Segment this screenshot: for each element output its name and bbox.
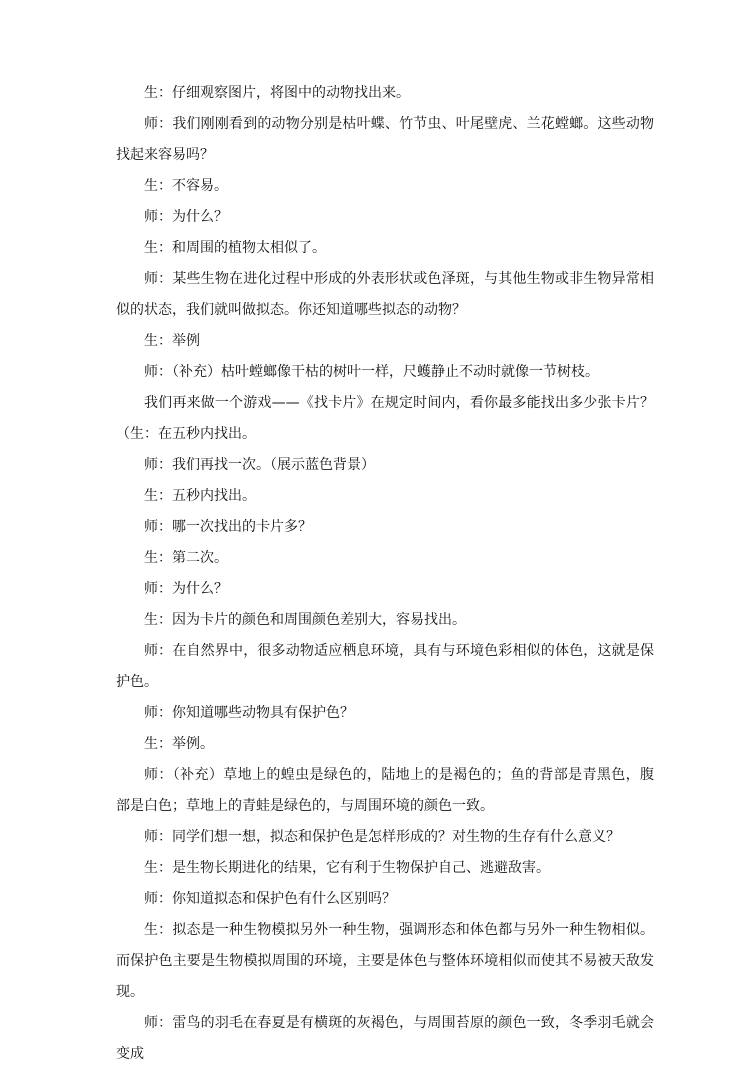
paragraph-11: 生：五秒内找出。: [144, 488, 256, 504]
paragraph-1: 生：仔细观察图片，将图中的动物找出来。: [144, 85, 410, 101]
paragraph-22: 师：你知道拟态和保护色有什么区别吗？: [144, 891, 396, 907]
paragraph-5: 生：和周围的植物太相似了。: [144, 240, 326, 256]
paragraph-3: 生：不容易。: [144, 178, 228, 194]
paragraph-7: 生：举例: [144, 333, 200, 349]
paragraph-14: 师：为什么？: [144, 581, 228, 597]
paragraph-24: 师：雷鸟的羽毛在春夏是有横斑的灰褐色，与周围苔原的颜色一致，冬季羽毛就会变成: [116, 1015, 654, 1062]
paragraph-4: 师：为什么？: [144, 209, 228, 225]
paragraph-20: 师：同学们想一想，拟态和保护色是怎样形成的？对生物的生存有什么意义？: [144, 829, 620, 845]
document-body: [116, 78, 654, 1070]
paragraph-17: 师：你知道哪些动物具有保护色？: [144, 705, 354, 721]
paragraph-15: 生：因为卡片的颜色和周围颜色差别大，容易找出。: [144, 612, 466, 628]
paragraph-16: 师：在自然界中，很多动物适应栖息环境，具有与环境色彩相似的体色，这就是保护色。: [116, 643, 654, 690]
paragraph-12: 师：哪一次找出的卡片多？: [144, 519, 312, 535]
paragraph-2: 师：我们刚刚看到的动物分别是枯叶蝶、竹节虫、叶尾壁虎、兰花螳螂。这些动物找起来容易吗？: [116, 116, 654, 163]
paragraph-6: 师：某些生物在进化过程中形成的外表形状或色泽斑，与其他生物或非生物异常相似的状态，我们就叫做拟态。你还知道哪些拟态的动物？: [116, 271, 654, 318]
paragraph-19: 师：（补充）草地上的蝗虫是绿色的，陆地上的是褐色的；鱼的背部是青黑色，腹部是白色；草地上的青蛙是绿色的，与周围环境的颜色一致。: [116, 767, 654, 814]
paragraph-18: 生：举例。: [144, 736, 214, 752]
paragraph-10: 师：我们再找一次。（展示蓝色背景）: [144, 457, 375, 473]
paragraph-23: 生：拟态是一种生物模拟另外一种生物，强调形态和体色都与另外一种生物相似。而保护色主要是生物模拟周围的环境，主要是体色与整体环境相似而使其不易被天敌发现。: [116, 922, 654, 1000]
paragraph-9: 我们再来做一个游戏——《找卡片》在规定时间内，看你最多能找出多少张卡片？（生：在五秒内找出。: [116, 395, 654, 442]
paragraph-13: 生：第二次。: [144, 550, 228, 566]
paragraph-21: 生：是生物长期进化的结果，它有利于生物保护自己、逃避敌害。: [144, 860, 550, 876]
paragraph-8: 师：（补充）枯叶螳螂像干枯的树叶一样，尺蠖静止不动时就像一节树枝。: [144, 364, 599, 380]
